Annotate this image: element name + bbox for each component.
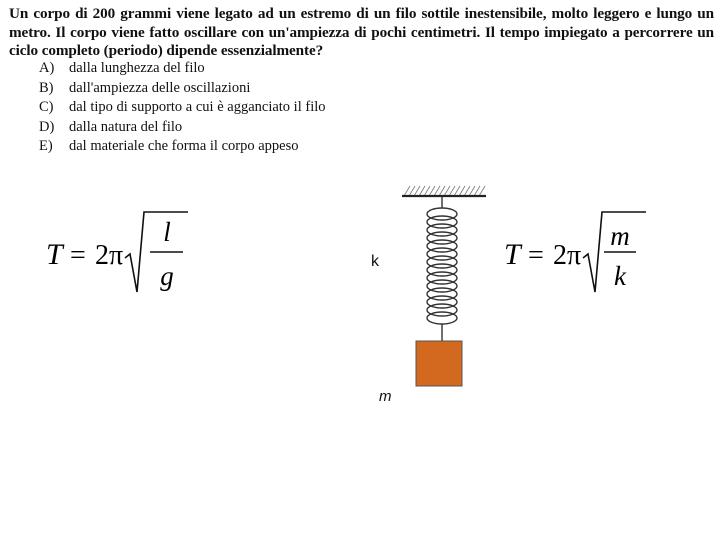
option-text: dal materiale che forma il corpo appeso xyxy=(69,138,299,154)
option-a xyxy=(39,59,326,79)
option-text: dalla lunghezza del filo xyxy=(69,60,205,76)
option-c xyxy=(39,98,326,118)
option-letter: D) xyxy=(39,118,55,135)
pendulum-period-formula xyxy=(40,208,190,300)
option-text: dall'ampiezza delle oscillazioni xyxy=(69,79,251,96)
spring-constant-label: k xyxy=(371,253,379,270)
option-letter: C) xyxy=(39,99,54,115)
hanging-mass xyxy=(416,341,462,386)
formula-equals: = xyxy=(528,240,544,271)
formula-equals: = xyxy=(70,240,86,271)
option-e xyxy=(39,137,326,157)
formula-numerator: l xyxy=(163,217,171,247)
option-letter: E) xyxy=(39,138,53,154)
option-text: dalla natura del filo xyxy=(69,118,183,135)
option-text: dal tipo di supporto a cui è agganciato il filo xyxy=(69,99,326,115)
spring-mass-diagram xyxy=(396,182,492,392)
answer-options xyxy=(39,59,326,157)
formula-coefficient: 2π xyxy=(553,240,582,271)
formula-denominator: g xyxy=(160,261,174,291)
formula-denominator: k xyxy=(614,261,626,291)
spring-coil xyxy=(427,196,457,342)
formula-numerator: m xyxy=(610,221,630,251)
option-d xyxy=(39,118,326,138)
formula-lhs: T xyxy=(504,238,521,271)
option-letter: A) xyxy=(39,60,55,76)
option-letter: B) xyxy=(39,79,54,96)
formula-lhs: T xyxy=(46,238,63,271)
question-text: Un corpo di 200 grammi viene legato ad un estremo di un filo sottile inestensibile, molto leggero e lungo un metro. Il corpo viene fatto oscillare con un'ampiezza di pochi centimetri. Il tempo impiegato a percorrere un ciclo completo (periodo) dipende essenzialmente? xyxy=(9,5,714,59)
spring-period-formula xyxy=(498,208,648,300)
mass-label: m xyxy=(379,388,392,405)
ceiling-support xyxy=(402,186,486,196)
formula-coefficient: 2π xyxy=(95,240,124,271)
option-b xyxy=(39,79,326,99)
